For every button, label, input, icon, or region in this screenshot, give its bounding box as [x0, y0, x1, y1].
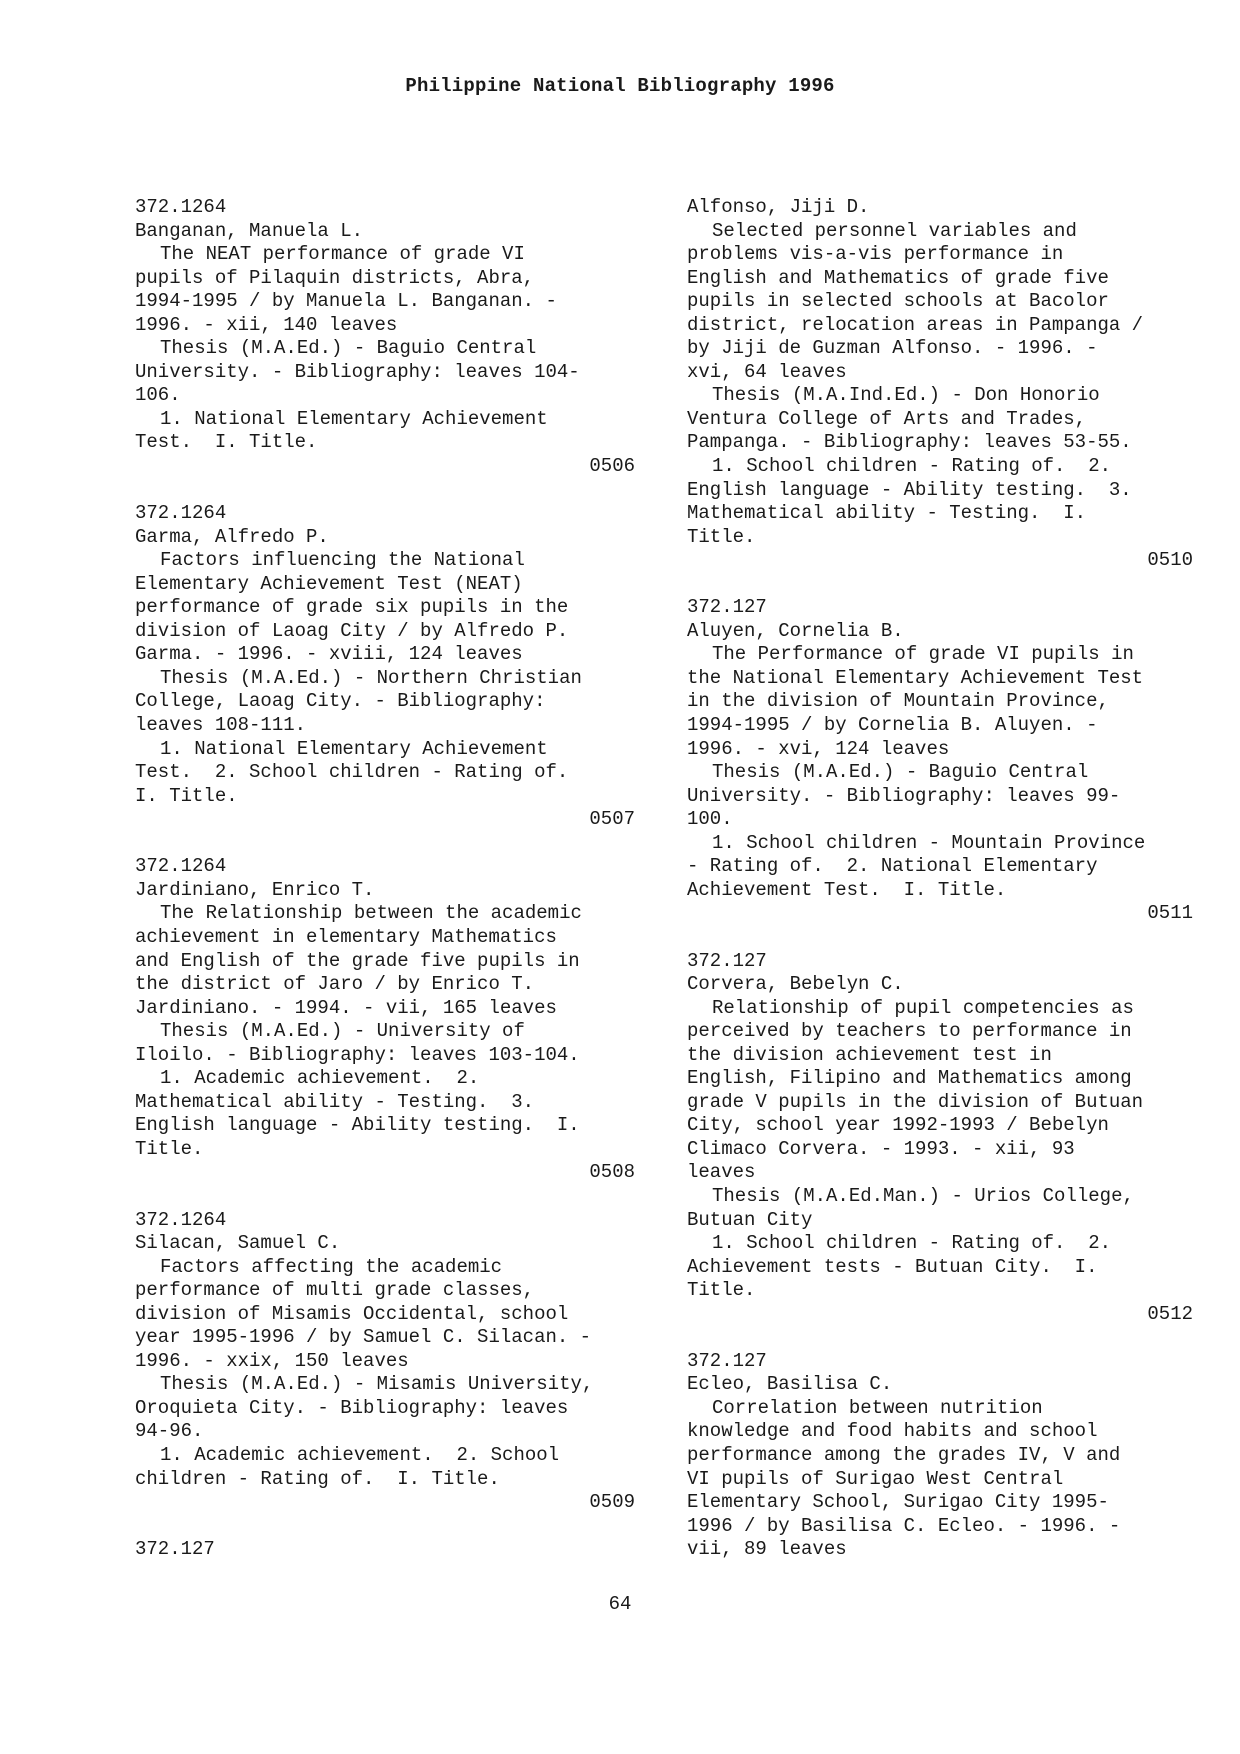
call-number: 372.127 — [687, 1349, 767, 1372]
title-line: pupils of Pilaquin districts, Abra, — [135, 266, 535, 289]
title-line: Jardiniano. - 1994. - vii, 165 leaves — [135, 996, 557, 1019]
author: Silacan, Samuel C. — [135, 1232, 341, 1255]
subjects-line: 1. National Elementary Achievement — [160, 407, 548, 430]
bibliography-entry — [687, 196, 1193, 573]
title-line: 1994-1995 / by Manuela L. Banganan. - — [135, 290, 557, 313]
accession-number: 0507 — [589, 808, 635, 831]
author: Garma, Alfredo P. — [135, 525, 329, 548]
bibliography-entry-continued — [135, 1538, 635, 1562]
author: Jardiniano, Enrico T. — [135, 878, 375, 901]
accession-number: 0509 — [589, 1491, 635, 1514]
call-number: 372.127 — [687, 596, 767, 619]
title-line: problems vis-a-vis performance in — [687, 243, 1064, 266]
call-number: 372.1264 — [135, 196, 227, 218]
title-line: the division achievement test in — [687, 1043, 1052, 1066]
note-line: Oroquieta City. - Bibliography: leaves — [135, 1396, 569, 1419]
call-number: 372.1264 — [135, 502, 227, 525]
accession-number: 0510 — [1147, 549, 1193, 572]
title-line: The NEAT performance of grade VI — [160, 243, 525, 266]
author: Corvera, Bebelyn C. — [687, 973, 904, 996]
note-line: Ventura College of Arts and Trades, — [687, 407, 1087, 430]
title-line: 1996 / by Basilisa C. Ecleo. - 1996. - — [687, 1514, 1121, 1537]
note-line: 106. — [135, 384, 181, 407]
title-line: Selected personnel variables and — [712, 219, 1077, 242]
page-title: Philippine National Bibliography 1996 — [405, 75, 835, 97]
title-line: the district of Jaro / by Enrico T. — [135, 973, 535, 996]
call-number: 372.127 — [135, 1538, 215, 1561]
call-number: 372.1264 — [135, 1208, 227, 1231]
title-line: by Jiji de Guzman Alfonso. - 1996. - — [687, 337, 1098, 360]
author: Aluyen, Cornelia B. — [687, 619, 904, 642]
note-line: 94-96. — [135, 1420, 204, 1443]
author: Ecleo, Basilisa C. — [687, 1373, 893, 1396]
subjects-line: English language - Ability testing. I. — [135, 1114, 580, 1137]
subjects-line: Mathematical ability - Testing. I. — [687, 502, 1087, 525]
note-line: Butuan City — [687, 1208, 813, 1231]
subjects-line: 1. School children - Rating of. 2. — [712, 455, 1112, 478]
bibliography-entry — [687, 950, 1193, 1327]
title-line: Elementary School, Surigao City 1995- — [687, 1491, 1109, 1514]
note-line: Iloilo. - Bibliography: leaves 103-104. — [135, 1043, 580, 1066]
subjects-line: 1. School children - Rating of. 2. — [712, 1232, 1112, 1255]
subjects-line: Title. — [135, 1137, 204, 1160]
author: Alfonso, Jiji D. — [687, 196, 870, 218]
accession-number: 0508 — [589, 1161, 635, 1184]
subjects-line: 1. School children - Mountain Province — [712, 831, 1146, 854]
subjects-line: Title. — [687, 525, 756, 548]
right-column — [687, 196, 1193, 1562]
note-line: Thesis (M.A.Ed.) - University of — [160, 1020, 525, 1043]
bibliography-entry — [135, 196, 635, 479]
title-line: vii, 89 leaves — [687, 1538, 847, 1561]
title-line: grade V pupils in the division of Butuan — [687, 1090, 1144, 1113]
subjects-line: Test. 2. School children - Rating of. — [135, 761, 569, 784]
title-line: performance among the grades IV, V and — [687, 1443, 1121, 1466]
bibliography-entry — [687, 1350, 1193, 1562]
bibliography-entry — [135, 502, 635, 832]
title-line: City, school year 1992-1993 / Bebelyn — [687, 1114, 1109, 1137]
title-line: year 1995-1996 / by Samuel C. Silacan. - — [135, 1326, 592, 1349]
note-line: Thesis (M.A.Ed.) - Northern Christian — [160, 666, 582, 689]
note-line: Pampanga. - Bibliography: leaves 53-55. — [687, 431, 1132, 454]
note-line: Thesis (M.A.Ind.Ed.) - Don Honorio — [712, 384, 1100, 407]
note-line: University. - Bibliography: leaves 104- — [135, 360, 580, 383]
title-line: 1994-1995 / by Cornelia B. Aluyen. - — [687, 714, 1098, 737]
subjects-line: Title. — [687, 1279, 756, 1302]
note-line: Thesis (M.A.Ed.Man.) - Urios College, — [712, 1184, 1134, 1207]
title-line: Factors influencing the National — [160, 549, 525, 572]
title-line: pupils in selected schools at Bacolor — [687, 290, 1109, 313]
bibliography-entry — [135, 1209, 635, 1515]
subjects-line: I. Title. — [135, 784, 238, 807]
title-line: district, relocation areas in Pampanga / — [687, 313, 1144, 336]
subjects-line: 1. Academic achievement. 2. School — [160, 1443, 560, 1466]
title-line: Garma. - 1996. - xviii, 124 leaves — [135, 643, 523, 666]
accession-number: 0511 — [1147, 902, 1193, 925]
call-number: 372.127 — [687, 949, 767, 972]
title-line: xvi, 64 leaves — [687, 360, 847, 383]
note-line: College, Laoag City. - Bibliography: — [135, 690, 546, 713]
title-line: division of Laoag City / by Alfredo P. — [135, 619, 569, 642]
title-line: Climaco Corvera. - 1993. - xii, 93 — [687, 1137, 1075, 1160]
subjects-line: 1. National Elementary Achievement — [160, 737, 548, 760]
subjects-line: 1. Academic achievement. 2. — [160, 1067, 480, 1090]
title-line: VI pupils of Surigao West Central — [687, 1467, 1064, 1490]
left-column — [135, 196, 635, 1562]
title-line: the National Elementary Achievement Test — [687, 666, 1144, 689]
note-line: 100. — [687, 808, 733, 831]
title-line: 1996. - xvi, 124 leaves — [687, 737, 950, 760]
title-line: Elementary Achievement Test (NEAT) — [135, 572, 523, 595]
title-line: leaves — [687, 1161, 756, 1184]
title-line: English and Mathematics of grade five — [687, 266, 1109, 289]
note-line: leaves 108-111. — [135, 714, 307, 737]
title-line: perceived by teachers to performance in — [687, 1020, 1132, 1043]
title-line: Relationship of pupil competencies as — [712, 996, 1134, 1019]
note-line: Thesis (M.A.Ed.) - Baguio Central — [160, 337, 537, 360]
accession-number: 0506 — [589, 455, 635, 478]
title-line: 1996. - xxix, 150 leaves — [135, 1349, 409, 1372]
title-line: 1996. - xii, 140 leaves — [135, 313, 398, 336]
author: Banganan, Manuela L. — [135, 219, 364, 242]
note-line: Thesis (M.A.Ed.) - Baguio Central — [712, 761, 1089, 784]
subjects-line: - Rating of. 2. National Elementary — [687, 855, 1098, 878]
note-line: University. - Bibliography: leaves 99- — [687, 784, 1121, 807]
title-line: in the division of Mountain Province, — [687, 690, 1109, 713]
subjects-line: Mathematical ability - Testing. 3. — [135, 1090, 535, 1113]
title-line: achievement in elementary Mathematics — [135, 925, 557, 948]
subjects-line: Achievement Test. I. Title. — [687, 878, 1007, 901]
page-number: 64 — [608, 1593, 632, 1615]
title-line: Correlation between nutrition — [712, 1396, 1043, 1419]
subjects-line: children - Rating of. I. Title. — [135, 1467, 500, 1490]
bibliography-entry — [135, 855, 635, 1185]
call-number: 372.1264 — [135, 855, 227, 878]
subjects-line: Achievement tests - Butuan City. I. — [687, 1255, 1098, 1278]
title-line: performance of multi grade classes, — [135, 1279, 535, 1302]
title-line: Factors affecting the academic — [160, 1255, 503, 1278]
title-line: division of Misamis Occidental, school — [135, 1302, 569, 1325]
title-line: knowledge and food habits and school — [687, 1420, 1098, 1443]
subjects-line: Test. I. Title. — [135, 431, 318, 454]
title-line: English, Filipino and Mathematics among — [687, 1067, 1132, 1090]
accession-number: 0512 — [1147, 1302, 1193, 1325]
title-line: and English of the grade five pupils in — [135, 949, 580, 972]
title-line: performance of grade six pupils in the — [135, 596, 569, 619]
title-line: The Performance of grade VI pupils in — [712, 643, 1134, 666]
title-line: The Relationship between the academic — [160, 902, 582, 925]
bibliography-entry — [687, 596, 1193, 926]
subjects-line: English language - Ability testing. 3. — [687, 478, 1132, 501]
note-line: Thesis (M.A.Ed.) - Misamis University, — [160, 1373, 594, 1396]
